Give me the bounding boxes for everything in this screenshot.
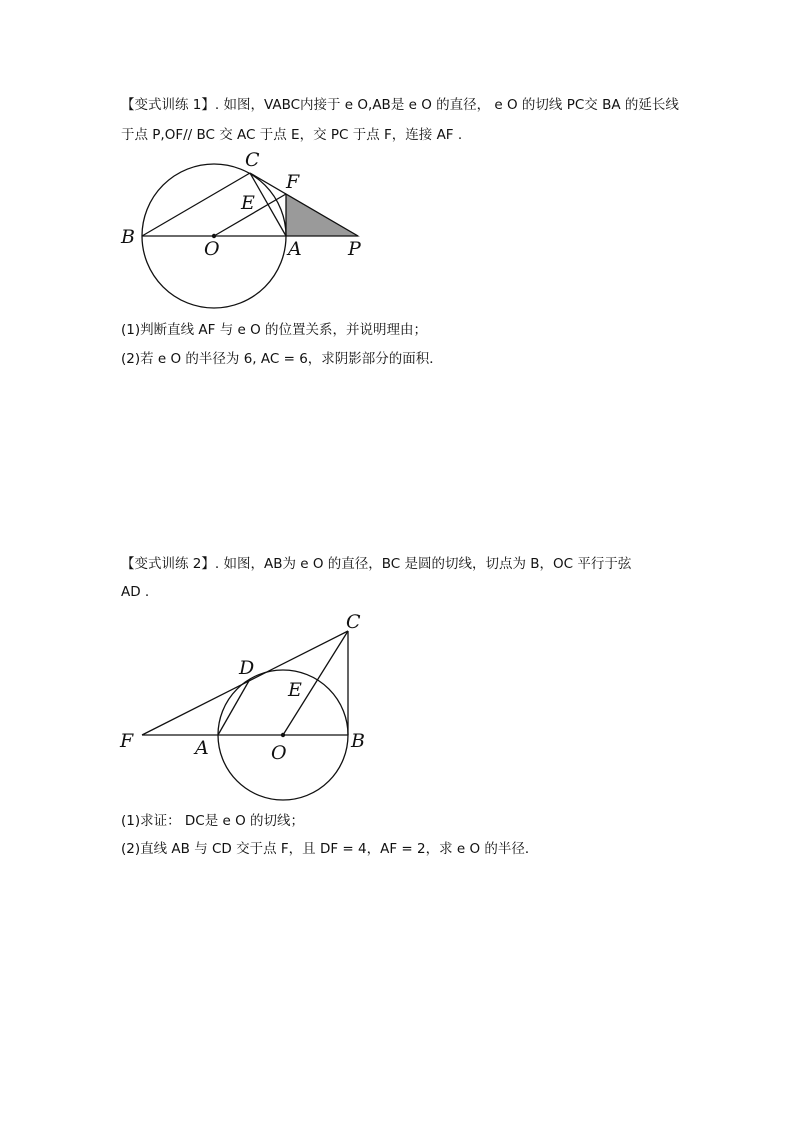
center-dot — [281, 733, 285, 737]
label-a: A — [195, 737, 209, 759]
problem2-question1: (1)求证： DC是 e O 的切线； — [121, 813, 305, 829]
problem1-question1: (1)判断直线 AF 与 e O 的位置关系，并说明理由； — [121, 322, 428, 338]
label-f: F — [286, 171, 300, 193]
label-o: O — [204, 238, 220, 260]
label-p: P — [348, 238, 361, 260]
label-a: A — [288, 238, 302, 260]
line-ad — [218, 679, 250, 735]
problem1-statement-line1: 【变式训练 1】. 如图，VABC内接于 e O,AB是 e O 的直径， e O 的切线 PC交 BA 的延长线 — [121, 97, 679, 113]
figure-1-svg — [110, 145, 390, 320]
line-bc — [142, 173, 250, 236]
label-c: C — [346, 611, 361, 633]
label-d: D — [239, 657, 255, 679]
problem1-statement-line2: 于点 P,OF// BC 交 AC 于点 E，交 PC 于点 F，连接 AF . — [121, 127, 463, 143]
label-c: C — [245, 149, 260, 171]
label-b: B — [351, 730, 365, 752]
label-f: F — [120, 730, 134, 752]
label-o: O — [271, 742, 287, 764]
figure-2 — [110, 605, 380, 805]
problem1-question2: (2)若 e O 的半径为 6, AC = 6，求阴影部分的面积． — [121, 351, 443, 367]
figure-1 — [110, 145, 390, 320]
problem2-statement-line2: AD . — [121, 584, 150, 600]
line-fc — [142, 631, 348, 735]
figure-2-svg — [110, 605, 380, 805]
label-e: E — [241, 192, 255, 214]
problem2-statement-line1: 【变式训练 2】. 如图，AB为 e O 的直径，BC 是圆的切线，切点为 B，OC 平行于弦 — [121, 556, 632, 572]
label-b: B — [121, 226, 135, 248]
problem2-question2: (2)直线 AB 与 CD 交于点 F，且 DF = 4，AF = 2，求 e O 的半径． — [121, 841, 539, 857]
label-e: E — [288, 679, 302, 701]
